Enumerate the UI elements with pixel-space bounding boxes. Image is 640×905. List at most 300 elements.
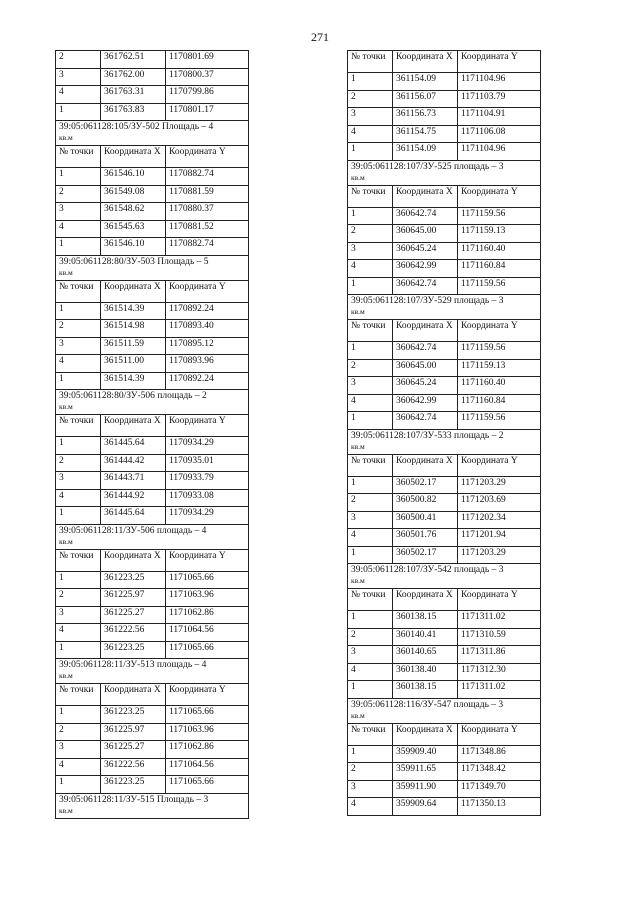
plot-area-unit: кв.м — [59, 536, 73, 546]
coordinate-y-cell: 1170881.52 — [166, 220, 249, 238]
point-number-cell: 4 — [348, 529, 393, 547]
point-number-cell: 2 — [56, 589, 101, 607]
table-row — [348, 242, 541, 260]
plot-title: 39:05:061128:107/ЗУ-533 площадь – 2 — [351, 430, 504, 441]
point-number-cell: 1 — [56, 238, 101, 256]
table-row — [56, 103, 249, 121]
coordinate-x-cell: 360642.99 — [393, 260, 458, 278]
table-row — [56, 507, 249, 525]
coordinate-x-cell: 360645.00 — [393, 359, 458, 377]
table-row — [348, 260, 541, 278]
point-number-cell: 1 — [348, 681, 393, 699]
plot-title-row — [348, 698, 541, 723]
coordinates-table-right — [347, 50, 541, 816]
table-row — [348, 798, 541, 816]
table-row — [348, 763, 541, 781]
coordinate-x-cell: 361223.25 — [101, 571, 166, 589]
header-point-number: № точки — [348, 454, 393, 476]
coordinate-y-cell: 1171160.40 — [458, 242, 541, 260]
header-coordinate-y: Координата Y — [458, 454, 541, 476]
coordinate-x-cell: 360645.24 — [393, 377, 458, 395]
header-coordinate-x: Координата X — [101, 146, 166, 168]
coordinate-x-cell: 360642.74 — [393, 342, 458, 360]
table-header-row — [56, 684, 249, 706]
plot-title-cell — [56, 255, 249, 280]
plot-title-cell — [348, 564, 541, 589]
table-header-row — [56, 146, 249, 168]
header-coordinate-y: Координата Y — [458, 723, 541, 745]
plot-title-row — [348, 429, 541, 454]
plot-title-cell — [56, 659, 249, 684]
point-number-cell: 4 — [348, 125, 393, 143]
coordinate-x-cell: 361545.63 — [101, 220, 166, 238]
coordinate-x-cell: 361223.25 — [101, 641, 166, 659]
table-row — [56, 355, 249, 373]
table-row — [56, 51, 249, 69]
coordinate-x-cell: 360502.17 — [393, 546, 458, 564]
table-row — [348, 681, 541, 699]
plot-title: 39:05:061128:11/ЗУ-513 площадь – 4 — [59, 660, 207, 670]
plot-title-cell — [348, 698, 541, 723]
table-row — [56, 220, 249, 238]
plot-title: 39:05:061128:105/ЗУ-502 Площадь – 4 — [59, 122, 214, 132]
table-row — [348, 73, 541, 91]
header-point-number: № точки — [56, 280, 101, 302]
point-number-cell: 1 — [348, 611, 393, 629]
point-number-cell: 1 — [56, 641, 101, 659]
coordinate-y-cell: 1171201.94 — [458, 529, 541, 547]
coordinate-y-cell: 1171348.86 — [458, 745, 541, 763]
coordinate-y-cell: 1170880.37 — [166, 203, 249, 221]
plot-title-cell — [56, 121, 249, 146]
table-header-row — [348, 320, 541, 342]
table-row — [348, 646, 541, 664]
point-number-cell: 1 — [56, 437, 101, 455]
coordinate-y-cell: 1170882.74 — [166, 238, 249, 256]
coordinate-y-cell: 1170934.29 — [166, 437, 249, 455]
coordinate-y-cell: 1171062.86 — [166, 606, 249, 624]
point-number-cell: 1 — [348, 342, 393, 360]
coordinate-x-cell: 361445.64 — [101, 437, 166, 455]
point-number-cell: 3 — [348, 242, 393, 260]
point-number-cell: 1 — [348, 745, 393, 763]
point-number-cell: 1 — [56, 507, 101, 525]
table-header-row — [348, 589, 541, 611]
coordinate-x-cell: 359909.40 — [393, 745, 458, 763]
plot-title: 39:05:061128:11/ЗУ-515 Площадь – 3 — [59, 794, 209, 805]
point-number-cell: 1 — [56, 168, 101, 186]
point-number-cell: 3 — [56, 203, 101, 221]
plot-title-cell — [56, 524, 249, 549]
table-row — [56, 372, 249, 390]
plot-title: 39:05:061128:107/ЗУ-525 площадь – 3 — [351, 161, 504, 172]
coordinate-y-cell: 1171202.34 — [458, 511, 541, 529]
header-coordinate-y: Координата Y — [458, 589, 541, 611]
table-row — [56, 68, 249, 86]
point-number-cell: 2 — [348, 359, 393, 377]
coordinate-x-cell: 361445.64 — [101, 507, 166, 525]
plot-title-cell — [348, 429, 541, 454]
coordinate-x-cell: 360500.41 — [393, 511, 458, 529]
coordinate-x-cell: 360501.76 — [393, 529, 458, 547]
plot-title-cell — [348, 295, 541, 320]
table-row — [56, 571, 249, 589]
point-number-cell: 3 — [348, 646, 393, 664]
table-row — [348, 359, 541, 377]
plot-title-row — [56, 793, 249, 818]
header-coordinate-y: Координата Y — [166, 280, 249, 302]
coordinate-y-cell: 1170935.01 — [166, 454, 249, 472]
coordinate-y-cell: 1171104.96 — [458, 143, 541, 161]
point-number-cell: 3 — [56, 337, 101, 355]
plot-area-unit: кв.м — [59, 805, 73, 815]
point-number-cell: 3 — [56, 472, 101, 490]
point-number-cell: 1 — [56, 372, 101, 390]
point-number-cell: 2 — [348, 628, 393, 646]
coordinate-y-cell: 1171159.56 — [458, 412, 541, 430]
coordinate-x-cell: 361443.71 — [101, 472, 166, 490]
table-header-row — [56, 280, 249, 302]
plot-area-unit: кв.м — [351, 576, 365, 585]
coordinate-x-cell: 361225.27 — [101, 606, 166, 624]
header-coordinate-x: Координата X — [393, 320, 458, 342]
point-number-cell: 4 — [56, 758, 101, 776]
coordinate-x-cell: 360140.41 — [393, 628, 458, 646]
plot-title: 39:05:061128:116/ЗУ-547 площадь – 3 — [351, 699, 504, 710]
coordinate-y-cell: 1171159.13 — [458, 359, 541, 377]
coordinate-y-cell: 1171159.56 — [458, 277, 541, 295]
point-number-cell: 2 — [56, 320, 101, 338]
table-row — [348, 511, 541, 529]
coordinate-y-cell: 1170892.24 — [166, 372, 249, 390]
coordinate-x-cell: 361225.97 — [101, 589, 166, 607]
table-header-row — [348, 723, 541, 745]
left-column — [55, 50, 249, 819]
table-row — [348, 476, 541, 494]
point-number-cell: 2 — [56, 454, 101, 472]
point-number-cell: 4 — [348, 663, 393, 681]
plot-title: 39:05:061128:107/ЗУ-529 площадь – 3 — [351, 296, 504, 306]
header-point-number: № точки — [56, 684, 101, 706]
coordinate-x-cell: 360642.99 — [393, 394, 458, 412]
coordinate-x-cell: 361546.10 — [101, 168, 166, 186]
point-number-cell: 1 — [56, 103, 101, 121]
coordinate-x-cell: 360642.74 — [393, 412, 458, 430]
coordinate-x-cell: 361156.07 — [393, 90, 458, 108]
table-row — [56, 337, 249, 355]
coordinate-y-cell: 1171065.66 — [166, 706, 249, 724]
coordinate-x-cell: 361444.92 — [101, 489, 166, 507]
table-row — [348, 412, 541, 430]
coordinate-y-cell: 1171160.84 — [458, 394, 541, 412]
plot-area-unit: кв.м — [351, 172, 365, 182]
coordinate-y-cell: 1171348.42 — [458, 763, 541, 781]
plot-area-unit: кв.м — [59, 267, 73, 277]
table-row — [56, 185, 249, 203]
coordinate-y-cell: 1170801.17 — [166, 103, 249, 121]
table-header-row — [348, 185, 541, 207]
header-coordinate-x: Координата X — [393, 185, 458, 207]
point-number-cell: 2 — [56, 185, 101, 203]
table-row — [56, 238, 249, 256]
table-row — [56, 741, 249, 759]
point-number-cell: 1 — [56, 302, 101, 320]
coordinate-x-cell: 360138.40 — [393, 663, 458, 681]
coordinate-x-cell: 361225.97 — [101, 723, 166, 741]
header-point-number: № точки — [348, 51, 393, 73]
table-row — [56, 758, 249, 776]
coordinate-y-cell: 1171064.56 — [166, 758, 249, 776]
table-row — [348, 277, 541, 295]
table-row — [348, 780, 541, 798]
coordinate-y-cell: 1171103.79 — [458, 90, 541, 108]
coordinate-y-cell: 1171063.96 — [166, 723, 249, 741]
header-coordinate-y: Координата Y — [166, 146, 249, 168]
point-number-cell: 2 — [348, 90, 393, 108]
coordinate-y-cell: 1170801.69 — [166, 51, 249, 69]
point-number-cell: 3 — [56, 606, 101, 624]
coordinate-x-cell: 361444.42 — [101, 454, 166, 472]
point-number-cell: 1 — [348, 546, 393, 564]
table-header-row — [348, 51, 541, 73]
coordinate-x-cell: 361225.27 — [101, 741, 166, 759]
plot-title-row — [56, 659, 249, 684]
table-row — [56, 641, 249, 659]
point-number-cell: 1 — [348, 73, 393, 91]
table-row — [348, 90, 541, 108]
header-point-number: № точки — [56, 549, 101, 571]
point-number-cell: 3 — [348, 108, 393, 126]
point-number-cell: 4 — [56, 624, 101, 642]
point-number-cell: 3 — [348, 780, 393, 798]
plot-title: 39:05:061128:80/ЗУ-503 Площадь – 5 — [59, 256, 209, 267]
coordinate-y-cell: 1171160.84 — [458, 260, 541, 278]
table-header-row — [56, 549, 249, 571]
header-coordinate-y: Координата Y — [458, 51, 541, 73]
coordinate-y-cell: 1171350.13 — [458, 798, 541, 816]
coordinate-y-cell: 1170933.08 — [166, 489, 249, 507]
table-row — [348, 494, 541, 512]
table-row — [56, 86, 249, 104]
coordinate-y-cell: 1170882.74 — [166, 168, 249, 186]
coordinate-y-cell: 1171065.66 — [166, 641, 249, 659]
coordinate-x-cell: 361763.83 — [101, 103, 166, 121]
table-header-row — [56, 415, 249, 437]
point-number-cell: 3 — [348, 377, 393, 395]
header-coordinate-y: Координата Y — [166, 549, 249, 571]
coordinate-x-cell: 360502.17 — [393, 476, 458, 494]
plot-title-row — [56, 255, 249, 280]
coordinate-y-cell: 1171063.96 — [166, 589, 249, 607]
header-point-number: № точки — [348, 185, 393, 207]
table-header-row — [348, 454, 541, 476]
coordinate-x-cell: 361222.56 — [101, 758, 166, 776]
coordinate-x-cell: 361154.09 — [393, 143, 458, 161]
coordinate-x-cell: 360138.15 — [393, 611, 458, 629]
coordinate-y-cell: 1170933.79 — [166, 472, 249, 490]
table-row — [348, 377, 541, 395]
coordinate-y-cell: 1171159.13 — [458, 225, 541, 243]
table-row — [348, 628, 541, 646]
coordinate-y-cell: 1170881.59 — [166, 185, 249, 203]
coordinate-y-cell: 1171310.59 — [458, 628, 541, 646]
header-coordinate-y: Координата Y — [166, 415, 249, 437]
point-number-cell: 1 — [348, 277, 393, 295]
coordinate-y-cell: 1171160.40 — [458, 377, 541, 395]
table-row — [348, 108, 541, 126]
table-row — [56, 203, 249, 221]
coordinate-x-cell: 360645.24 — [393, 242, 458, 260]
coordinate-x-cell: 359911.90 — [393, 780, 458, 798]
header-point-number: № точки — [56, 146, 101, 168]
header-point-number: № точки — [56, 415, 101, 437]
table-row — [56, 706, 249, 724]
coordinate-x-cell: 361762.00 — [101, 68, 166, 86]
header-coordinate-x: Координата X — [393, 723, 458, 745]
coordinate-x-cell: 361548.62 — [101, 203, 166, 221]
table-row — [56, 437, 249, 455]
coordinate-x-cell: 361223.25 — [101, 776, 166, 794]
table-row — [56, 606, 249, 624]
coordinate-y-cell: 1171312.30 — [458, 663, 541, 681]
coordinate-y-cell: 1171104.96 — [458, 73, 541, 91]
table-row — [348, 745, 541, 763]
plot-title-row — [56, 390, 249, 415]
header-coordinate-y: Координата Y — [458, 320, 541, 342]
coordinate-x-cell: 361762.51 — [101, 51, 166, 69]
coordinate-x-cell: 361222.56 — [101, 624, 166, 642]
point-number-cell: 4 — [56, 355, 101, 373]
point-number-cell: 1 — [348, 412, 393, 430]
coordinate-y-cell: 1171104.91 — [458, 108, 541, 126]
point-number-cell: 1 — [348, 143, 393, 161]
coordinate-y-cell: 1171349.70 — [458, 780, 541, 798]
coordinate-y-cell: 1171062.86 — [166, 741, 249, 759]
point-number-cell: 1 — [56, 776, 101, 794]
table-row — [348, 342, 541, 360]
header-coordinate-x: Координата X — [101, 280, 166, 302]
coordinate-x-cell: 360138.15 — [393, 681, 458, 699]
table-row — [56, 302, 249, 320]
table-row — [56, 776, 249, 794]
coordinate-x-cell: 360645.00 — [393, 225, 458, 243]
point-number-cell: 2 — [348, 763, 393, 781]
coordinate-y-cell: 1171159.56 — [458, 342, 541, 360]
plot-area-unit: кв.м — [351, 441, 365, 451]
coordinate-x-cell: 361514.98 — [101, 320, 166, 338]
header-point-number: № точки — [348, 320, 393, 342]
coordinate-x-cell: 361156.73 — [393, 108, 458, 126]
coordinate-x-cell: 361511.59 — [101, 337, 166, 355]
plot-title-row — [348, 295, 541, 320]
coordinate-y-cell: 1171203.29 — [458, 476, 541, 494]
point-number-cell: 3 — [56, 68, 101, 86]
point-number-cell: 4 — [348, 798, 393, 816]
table-row — [56, 168, 249, 186]
coordinate-y-cell: 1170892.24 — [166, 302, 249, 320]
plot-title: 39:05:061128:107/ЗУ-542 площадь – 3 — [351, 565, 504, 575]
table-row — [56, 472, 249, 490]
table-row — [348, 611, 541, 629]
point-number-cell: 1 — [56, 706, 101, 724]
coordinate-y-cell: 1170934.29 — [166, 507, 249, 525]
coordinates-table-left — [55, 50, 249, 819]
plot-area-unit: кв.м — [351, 307, 365, 316]
point-number-cell: 4 — [348, 394, 393, 412]
coordinate-x-cell: 360500.82 — [393, 494, 458, 512]
table-row — [348, 394, 541, 412]
coordinate-x-cell: 361549.08 — [101, 185, 166, 203]
table-row — [56, 454, 249, 472]
coordinate-y-cell: 1170893.96 — [166, 355, 249, 373]
coordinate-x-cell: 360140.65 — [393, 646, 458, 664]
right-column — [347, 50, 541, 816]
plot-title-row — [56, 121, 249, 146]
point-number-cell: 3 — [348, 511, 393, 529]
coordinate-x-cell: 361223.25 — [101, 706, 166, 724]
point-number-cell: 2 — [348, 494, 393, 512]
point-number-cell: 1 — [348, 207, 393, 225]
plot-area-unit: кв.м — [59, 402, 73, 411]
header-point-number: № точки — [348, 723, 393, 745]
header-coordinate-y: Координата Y — [458, 185, 541, 207]
table-row — [348, 225, 541, 243]
coordinate-y-cell: 1171311.86 — [458, 646, 541, 664]
plot-title: 39:05:061128:80/ЗУ-506 площадь – 2 — [59, 391, 207, 401]
point-number-cell: 4 — [56, 489, 101, 507]
plot-area-unit: кв.м — [59, 671, 73, 680]
table-row — [56, 723, 249, 741]
plot-title-row — [348, 160, 541, 185]
point-number-cell: 3 — [56, 741, 101, 759]
header-point-number: № точки — [348, 589, 393, 611]
point-number-cell: 1 — [56, 571, 101, 589]
plot-area-unit: кв.м — [59, 133, 73, 142]
coordinate-y-cell: 1171311.02 — [458, 611, 541, 629]
table-row — [56, 320, 249, 338]
plot-area-unit: кв.м — [351, 710, 365, 720]
coordinate-x-cell: 361511.00 — [101, 355, 166, 373]
plot-title: 39:05:061128:11/ЗУ-506 площадь – 4 — [59, 525, 207, 536]
coordinate-y-cell: 1170893.40 — [166, 320, 249, 338]
page-number: 271 — [311, 30, 329, 44]
coordinate-y-cell: 1171203.69 — [458, 494, 541, 512]
coordinate-x-cell: 361763.31 — [101, 86, 166, 104]
coordinate-y-cell: 1171065.66 — [166, 571, 249, 589]
table-row — [348, 546, 541, 564]
point-number-cell: 2 — [56, 51, 101, 69]
table-row — [348, 663, 541, 681]
point-number-cell: 1 — [348, 476, 393, 494]
plot-title-cell — [56, 793, 249, 818]
point-number-cell: 4 — [348, 260, 393, 278]
plot-title-row — [348, 564, 541, 589]
coordinate-x-cell: 360642.74 — [393, 207, 458, 225]
table-row — [348, 207, 541, 225]
table-row — [348, 143, 541, 161]
coordinate-x-cell: 360642.74 — [393, 277, 458, 295]
table-row — [56, 624, 249, 642]
table-row — [56, 589, 249, 607]
coordinate-y-cell: 1171106.08 — [458, 125, 541, 143]
table-row — [348, 529, 541, 547]
coordinate-y-cell: 1170800.37 — [166, 68, 249, 86]
coordinate-y-cell: 1170799.86 — [166, 86, 249, 104]
point-number-cell: 2 — [348, 225, 393, 243]
coordinate-y-cell: 1171065.66 — [166, 776, 249, 794]
coordinate-x-cell: 361546.10 — [101, 238, 166, 256]
header-coordinate-y: Координата Y — [166, 684, 249, 706]
